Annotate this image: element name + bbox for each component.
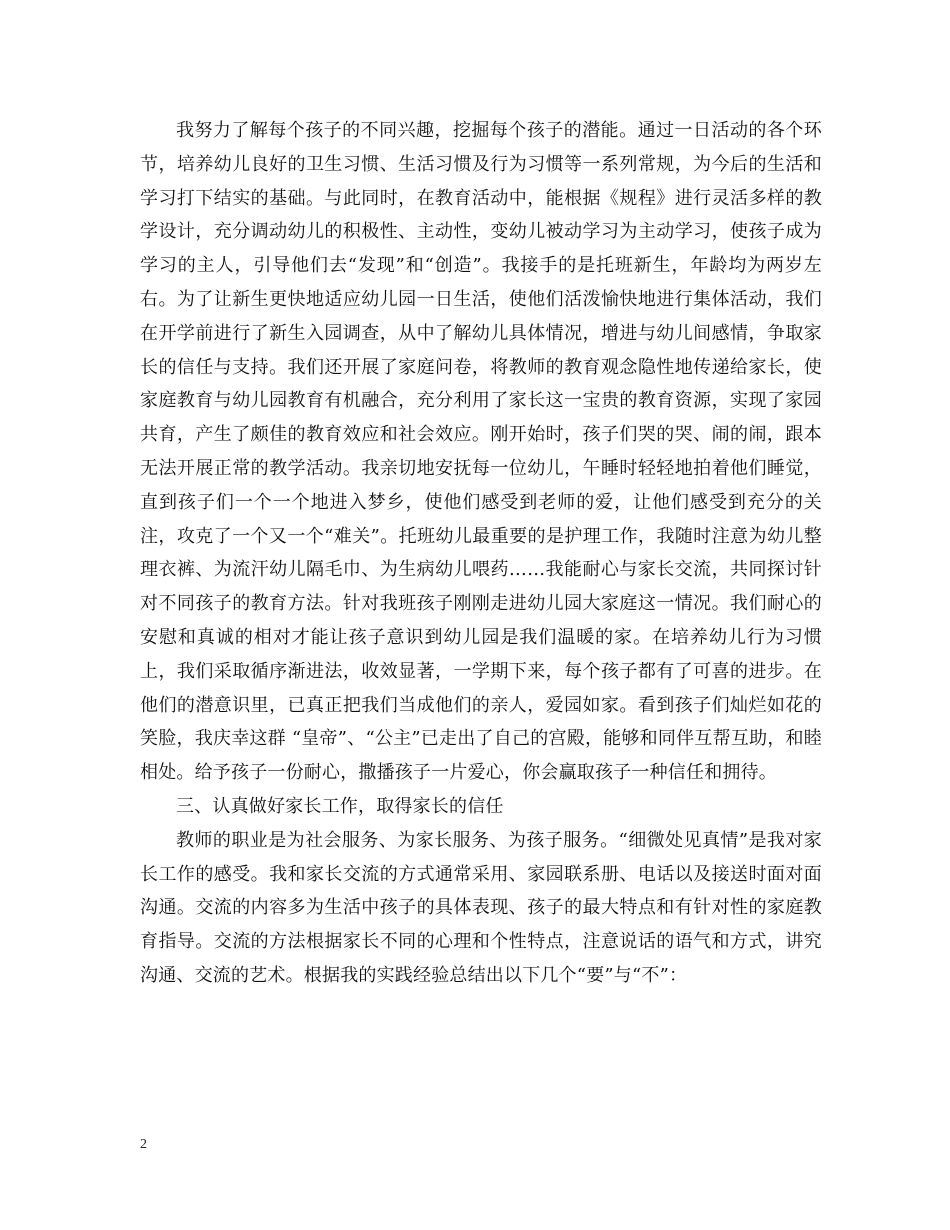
- paragraph-parent-work: 教师的职业是为社会服务、为家长服务、为孩子服务。“细微处见真情”是我对家长工作的感受。我和家长交流的方式通常采用、家园联系册、电话以及接送时面对面沟通。交流的内容多为生活中孩子的具体表现、孩子的最大特点和有针对性的家庭教育指导。交流的方法根据家长不同的心理和个性特点，注意说话的语气和方式，讲究沟通、交流的艺术。根据我的实践经验总结出以下几个“要”与“不”：: [140, 829, 822, 986]
- section-heading: 三、认真做好家长工作，取得家长的信任: [176, 795, 504, 817]
- document-body: [140, 114, 822, 993]
- page-number: 2: [140, 1137, 147, 1152]
- paragraph-main: 我努力了解每个孩子的不同兴趣，挖掘每个孩子的潜能。通过一日活动的各个环节，培养幼儿良好的卫生习惯、生活习惯及行为习惯等一系列常规，为今后的生活和学习打下结实的基础。与此同时，在教育活动中，能根据《规程》进行灵活多样的教学设计，充分调动幼儿的积极性、主动性，变幼儿被动学习为主动学习，使孩子成为学习的主人，引导他们去“发现”和“创造”。我接手的是托班新生，年龄均为两岁左右。为了让新生更快地适应幼儿园一日生活，使他们活泼愉快地进行集体活动，我们在开学前进行了新生入园调查，从中了解幼儿具体情况，增进与幼儿间感情，争取家长的信任与支持。我们还开展了家庭问卷，将教师的教育观念隐性地传递给家长，使家庭教育与幼儿园教育有机融合，充分利用了家长这一宝贵的教育资源，实现了家园共育，产生了颇佳的教育效应和社会效应。刚开始时，孩子们哭的哭、闹的闹，跟本无法开展正常的教学活动。我亲切地安抚每一位幼儿，午睡时轻轻地拍着他们睡觉，直到孩子们一个一个地进入梦乡，使他们感受到老师的爱，让他们感受到充分的关注，攻克了一个又一个“难关”。托班幼儿最重要的是护理工作，我随时注意为幼儿整理衣裤、为流汗幼儿隔毛巾、为生病幼儿喂药……我能耐心与家长交流，共同探讨针对不同孩子的教育方法。针对我班孩子刚刚走进幼儿园大家庭这一情况。我们耐心的安慰和真诚的相对才能让孩子意识到幼儿园是我们温暖的家。在培养幼儿行为习惯上，我们采取循序渐进法，收效显著，一学期下来，每个孩子都有了可喜的进步。在他们的潜意识里，已真正把我们当成他们的亲人，爱园如家。看到孩子们灿烂如花的笑脸，我庆幸这群 “皇帝”、“公主”已走出了自己的宫殿，能够和同伴互帮互助，和睦相处。给予孩子一份耐心，撒播孩子一片爱心，你会赢取孩子一种信任和拥待。: [140, 120, 822, 784]
